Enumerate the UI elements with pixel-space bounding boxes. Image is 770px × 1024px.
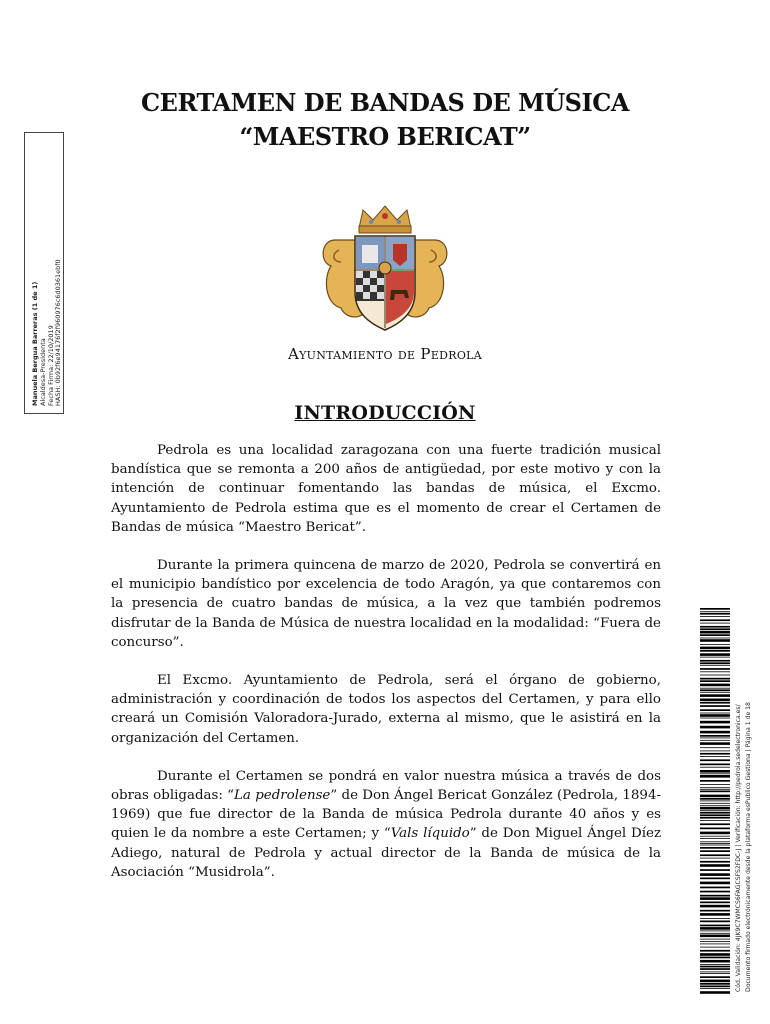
verification-line-1: Cód. Validación: 4JK9C7WMCS6FAGCSFS2FDC-J | Verificación: http://pedrola.sedelectronica.es/ [735,704,742,992]
signer-role: Alcaldesa-Presidenta [38,338,47,406]
coat-of-arms-icon [315,200,455,340]
paragraph-2: Durante la primera quincena de marzo de 2020, Pedrola se convertirá en el municipio bandístico por excelencia de todo Aragón, ya que contaremos con la presencia de cuatro bandas de música, a la vez que también podremos disfrutar de la Banda de Música de nuestra localidad en la modalidad: “Fuera de concurso”. [111,558,661,650]
paragraph-4-part-b: ” de Don Ángel Bericat González (Pedrola, 1894-1969) que fue director de la Banda de música Pedrola durante 40 años y es quien le da nombre a este Certamen; y “ [111,788,661,842]
signature-date: Fecha Firma: 22/10/2019 [46,325,55,406]
signature-stamp-text [32,259,63,406]
paragraph-4-part-c: ” de Don Miguel Ángel Díez Adiego, natural de Pedrola y actual director de la Banda de música de la Asociación “Musidrola”. [111,826,661,880]
document-title-line2: “MAESTRO BERICAT” [239,122,531,151]
document-title-line1: CERTAMEN DE BANDAS DE MÚSICA [141,88,629,117]
verification-line-2: Documento firmado electrónicamente desde la plataforma esPublico Gestiona | Página 1 de 18 [744,702,752,992]
work-title-vals-liquido: Vals líquido [390,826,470,842]
paragraph-4-part-a: Durante el Certamen se pondrá en valor nuestra música a través de dos obras obligadas: “ [111,768,661,804]
municipality-name: Ayuntamiento de Pedrola [287,345,483,363]
document-body [111,441,661,901]
signature-hash: HASH: 0b92f6e94176f2f960976c6d0361ebf0 [54,259,63,406]
barcode-icon [700,608,730,994]
signer-name: Manuela Bergua Barreras (1 de 1) [31,281,39,406]
verification-text [734,702,753,992]
paragraph-1: Pedrola es una localidad zaragozana con una fuerte tradición musical bandística que se remonta a 200 años de antigüedad, por este motivo y con la intención de continuar fomentando las bandas de música, el Excmo. Ayuntamiento de Pedrola estima que es el momento de crear el Certamen de Bandas de música “Maestro Bericat”. [111,443,661,535]
section-heading: INTRODUCCIÓN [294,402,476,424]
work-title-la-pedrolense: La pedrolense [234,788,331,804]
paragraph-4 [111,767,661,882]
paragraph-3: El Excmo. Ayuntamiento de Pedrola, será el órgano de gobierno, administración y coordinación de todos los aspectos del Certamen, y para ello creará un Comisión Valoradora-Jurado, externa al mismo, que le asistirá en la organización del Certamen. [111,673,661,746]
